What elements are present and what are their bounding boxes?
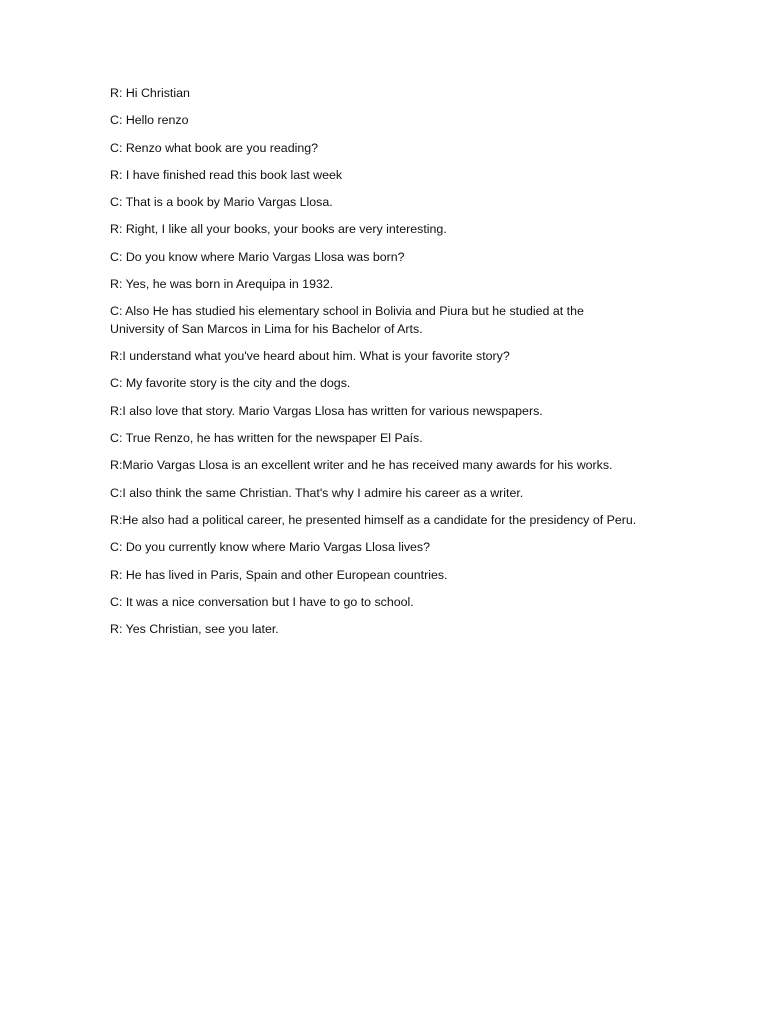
dialogue-line: R:He also had a political career, he presented himself as a candidate for the presidency of Peru. [110, 512, 637, 527]
dialogue-line: R: Hi Christian [110, 86, 190, 100]
dialogue-line: R:I also love that story. Mario Vargas Llosa has written for various newspapers. [110, 403, 543, 418]
dialogue-line: R:Mario Vargas Llosa is an excellent writer and he has received many awards for his works. [110, 458, 613, 473]
dialogue-line: R: Yes Christian, see you later. [110, 622, 279, 637]
dialogue-line: C: True Renzo, he has written for the newspaper El País. [110, 431, 423, 446]
dialogue-line: C: My favorite story is the city and the dogs. [110, 376, 351, 391]
dialogue-line: R:I understand what you've heard about him. What is your favorite story? [110, 349, 510, 364]
dialogue-text [110, 85, 640, 648]
dialogue-line: R: Yes, he was born in Arequipa in 1932. [110, 277, 334, 292]
dialogue-line: R: He has lived in Paris, Spain and other European countries. [110, 567, 448, 582]
dialogue-line: C: That is a book by Mario Vargas Llosa. [110, 195, 333, 210]
dialogue-line: C: Also He has studied his elementary school in Bolivia and Piura but he studied at the University of San Marcos in Lima for his Bachelor of Arts. [110, 304, 584, 336]
dialogue-line: C:I also think the same Christian. That's why I admire his career as a writer. [110, 485, 524, 500]
dialogue-line: R: Right, I like all your books, your books are very interesting. [110, 222, 447, 237]
dialogue-line: C: Do you currently know where Mario Vargas Llosa lives? [110, 540, 430, 555]
dialogue-line: C: Hello renzo [110, 113, 189, 128]
dialogue-line: C: Renzo what book are you reading? [110, 140, 319, 155]
dialogue-line: C: Do you know where Mario Vargas Llosa was born? [110, 249, 405, 264]
dialogue-line: C: It was a nice conversation but I have to go to school. [110, 594, 414, 609]
dialogue-line: R: I have finished read this book last week [110, 167, 343, 182]
